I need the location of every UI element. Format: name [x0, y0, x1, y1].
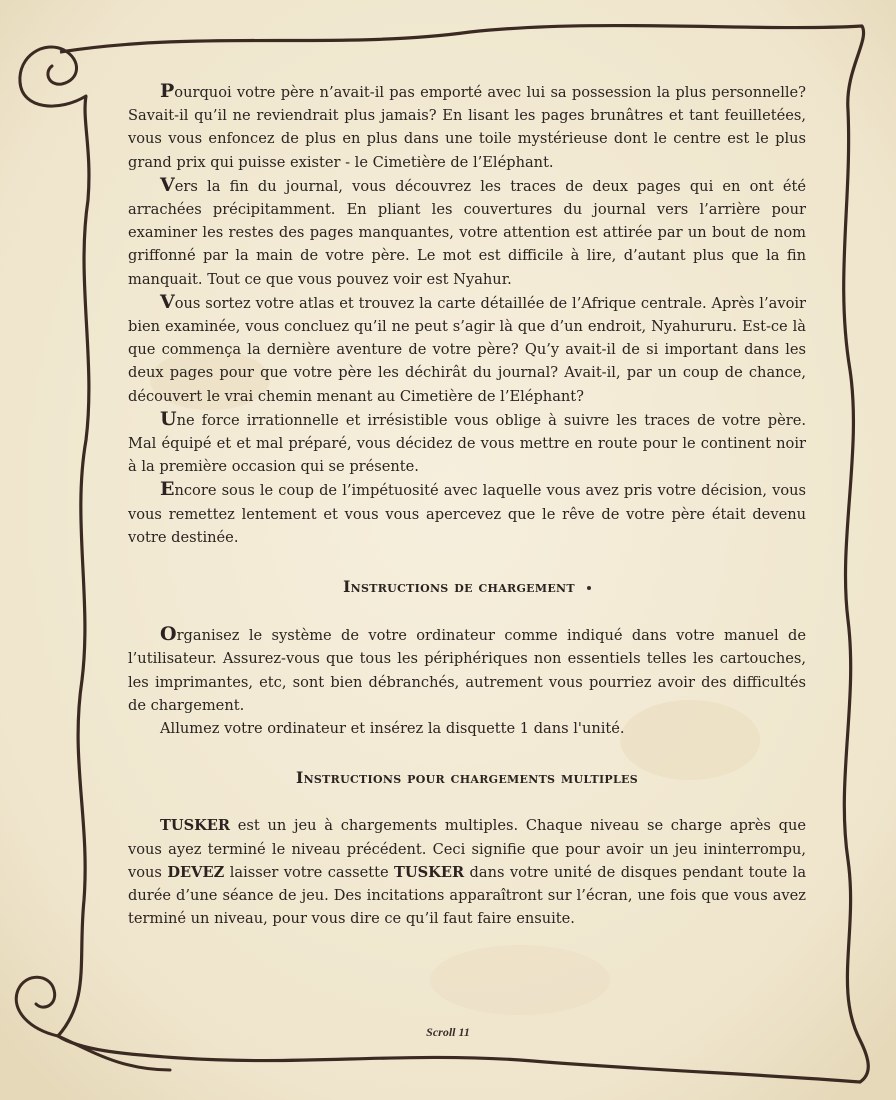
- paragraph-text: ourquoi votre père n’avait-il pas emporté avec lui sa possession la plus personnelle? Savait-il qu’il ne reviendrait plus jamais? En lisant les pages brunâtres et tant feuilletées, vous vous enfoncez de plus en plus dans une toile mystérieuse dont le centre est le plus grand prix qui puisse exister - le Cimetière de l’Eléphant.: [128, 84, 806, 171]
- intro-paragraph-2: [128, 174, 806, 291]
- loading-paragraph-1: [128, 623, 806, 717]
- paragraph-text: ers la fin du journal, vous découvrez les traces de deux pages qui en ont été arrachées précipitamment. En pliant les couvertures du journal vers l’arrière pour examiner les restes des pages manquantes, votre attention est attirée par un bout de nom griffonné par la main de votre père. Le mot est difficile à lire, d’autant plus que la fin manquait. Tout ce que vous pouvez voir est Nyahur.: [128, 177, 806, 288]
- drop-letter: O: [160, 623, 177, 646]
- page-footer: Scroll 11: [426, 1025, 470, 1039]
- loading-section: [128, 623, 806, 740]
- game-name: TUSKER: [160, 817, 231, 835]
- paragraph-text: Allumez votre ordinateur et insérez la disquette 1 dans l'unité.: [160, 720, 625, 738]
- paragraph-text: ncore sous le coup de l’impétuosité avec laquelle vous avez pris votre décision, vous vous remettez lentement et vous vous apercevez que le rêve de votre père était devenu votre destinée.: [128, 482, 806, 546]
- paragraph-text: ous sortez votre atlas et trouvez la carte détaillée de l’Afrique centrale. Après l’avoir bien examinée, vous concluez qu’il ne peut s’agir là que d’un endroit, Nyahururu. Est-ce là que commença la dernière aventure de votre père? Qu’y avait-il de si important dans les deux pages pour que votre père les déchirât du journal? Avait-il, par un coup de chance, découvert le vrai chemin menant au Cimetière de l’Eléphant?: [128, 294, 806, 405]
- game-name: TUSKER: [394, 863, 465, 881]
- text-column: [128, 80, 806, 931]
- multiload-heading: [128, 766, 806, 789]
- multiload-paragraph: [128, 814, 806, 930]
- drop-letter: V: [160, 173, 175, 196]
- paragraph-text: laisser votre cassette: [224, 863, 395, 881]
- intro-paragraph-4: [128, 408, 806, 479]
- emphasis-word: DEVEZ: [167, 863, 225, 881]
- drop-letter: V: [160, 290, 175, 313]
- intro-section: [128, 80, 806, 549]
- paragraph-text: rganisez le système de votre ordinateur comme indiqué dans votre manuel de l’utilisateur. Assurez-vous que tous les périphériques non essentiels telles les cartouches, les imprimantes, etc, sont bien débranchés, autrement vous pourriez avoir des difficultés de chargement.: [128, 627, 806, 714]
- intro-paragraph-1: [128, 80, 806, 174]
- heading-text: Instructions pour chargements multiples: [296, 768, 638, 788]
- paragraph-text: ne force irrationnelle et irrésistible vous oblige à suivre les traces de votre père. Mal équipé et et mal préparé, vous décidez de vous mettre en route pour le continent noir à la première occasion qui se présente.: [128, 411, 806, 476]
- intro-paragraph-5: [128, 478, 806, 549]
- drop-letter: U: [160, 407, 177, 430]
- loading-paragraph-2: [128, 717, 806, 740]
- heading-text: Instructions de chargement: [343, 577, 575, 597]
- drop-letter: E: [160, 478, 175, 501]
- paragraph-text: est un jeu à chargements multiples. Chaque niveau se charge après que vous ayez terminé le niveau précédent. Ceci signifie que pour avoir un jeu ininterrompu, vous: [128, 817, 806, 881]
- paragraph-text: dans votre unité de disques pendant toute la durée d’une séance de jeu. Des incitations apparaîtront sur l’écran, une fois que vous avez terminé un niveau, pour vous dire ce qu’il faut faire ensuite.: [128, 863, 807, 928]
- drop-letter: P: [160, 80, 175, 102]
- intro-paragraph-3: [128, 291, 806, 408]
- multiload-section: [128, 814, 806, 930]
- bullet-dot-icon: [587, 586, 591, 590]
- loading-heading: [128, 575, 806, 598]
